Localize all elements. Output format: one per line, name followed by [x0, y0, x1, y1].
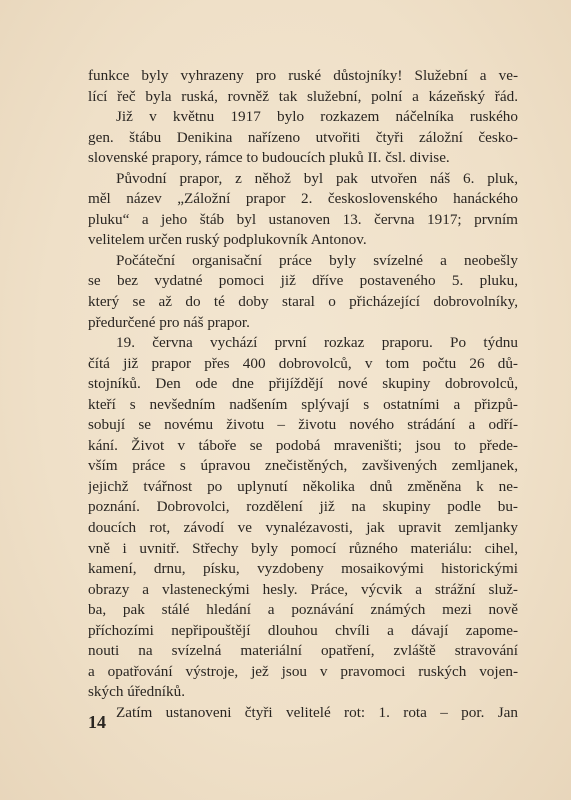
- text-line: stojníků. Den ode dne přijíždějí nové skupiny dobrovolců,: [88, 375, 518, 393]
- text-line: slovenské prapory, rámce to budoucích pluků II. čsl. divise.: [88, 149, 450, 167]
- text-line: Původní prapor, z něhož byl pak utvořen náš 6. pluk,: [116, 169, 518, 187]
- text-line: pluku“ a jeho štáb byl ustanoven 13. června 1917; prvním: [88, 210, 518, 228]
- text-line: obrazy a vlasteneckými hesly. Práce, výcvik a strážní služ-: [88, 580, 518, 598]
- text-line: kamení, drnu, písku, vyzdobeny mosaikovými historickými: [88, 560, 518, 578]
- text-line: vně i uvnitř. Střechy byly pomocí různého materiálu: cihel,: [88, 539, 518, 557]
- text-line: měl název „Záložní prapor 2. československého hanáckého: [88, 190, 518, 208]
- body-text: [88, 66, 518, 724]
- text-line: jejichž tvářnost po uplynutí několika dnů změněna k ne-: [88, 477, 518, 495]
- text-line: předurčené pro náš prapor.: [88, 313, 250, 331]
- text-line: lící řeč byla ruská, rovněž tak služební, polní a kázeňský řád.: [88, 87, 518, 105]
- text-line: vším práce s úpravou znečistěných, zavšivených zemljanek,: [88, 457, 518, 475]
- text-line: Již v květnu 1917 bylo rozkazem náčelníka ruského: [116, 108, 518, 126]
- text-line: gen. štábu Denikina nařízeno utvořiti čtyři záložní česko-: [88, 128, 518, 146]
- page-number: 14: [88, 712, 106, 732]
- text-line: se bez vydatné pomoci již dříve postaveného 5. pluku,: [88, 272, 518, 290]
- text-line: ba, pak stálé hledání a poznávání známých mezi nově: [88, 601, 518, 619]
- text-line: poznání. Dobrovolci, rozdělení již na skupiny podle bu-: [88, 498, 518, 516]
- text-line: který se až do té doby staral o přicházející dobrovolníky,: [88, 293, 518, 311]
- text-line: kteří s nevšedním nadšením splývají s ostatními a přizpů-: [88, 395, 518, 413]
- text-line: funkce byly vyhrazeny pro ruské důstojníky! Služební a ve-: [88, 67, 518, 84]
- text-line: velitelem určen ruský podplukovník Antonov.: [88, 231, 367, 249]
- text-line: Zatím ustanoveni čtyři velitelé rot: 1. rota – por. Jan: [116, 703, 518, 721]
- text-line: doucích rot, závodí ve vynalézavosti, jak upravit zemljanky: [88, 519, 518, 537]
- text-line: ských úředníků.: [88, 683, 186, 701]
- text-line: 19. června vychází první rozkaz praporu. Po týdnu: [116, 334, 518, 352]
- text-line: a opatřování výstroje, jež jsou v pravomoci ruských vojen-: [88, 662, 518, 680]
- text-line: nouti na svízelná materiální opatření, zvláště stravování: [88, 642, 518, 660]
- text-line: příchozími nepřipouštějí dlouhou chvíli a dávají zapome-: [88, 621, 518, 639]
- text-line: kání. Život v táboře se podobá mraveništi; jsou to přede-: [88, 436, 518, 454]
- text-line: čítá již prapor přes 400 dobrovolců, v tom počtu 26 dů-: [88, 354, 518, 372]
- text-line: Počáteční organisační práce byly svízelné a neobešly: [116, 251, 518, 269]
- text-line: sobují se novému životu – životu nového strádání a odří-: [88, 416, 518, 434]
